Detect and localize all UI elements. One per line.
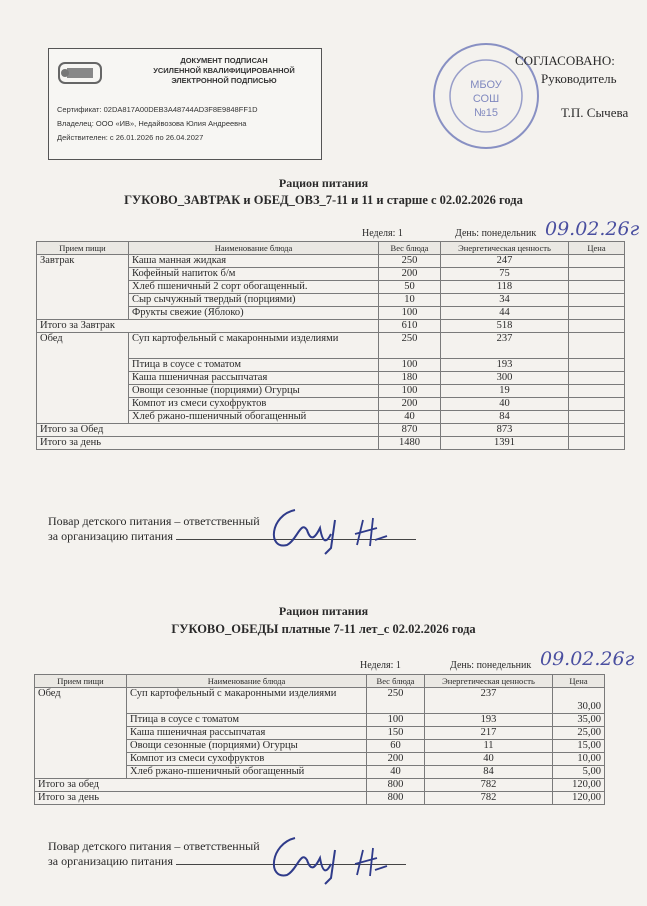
dish-weight: 180: [379, 372, 441, 385]
dish-weight: 250: [367, 688, 425, 714]
dish-price: [569, 333, 625, 359]
approval-label: СОГЛАСОВАНО:: [515, 53, 615, 68]
dish-name: Хлеб пшеничный 2 сорт обогащенный.: [129, 281, 379, 294]
total-weight: 800: [367, 792, 425, 805]
dish-weight: 250: [379, 333, 441, 359]
day-total-row: [37, 437, 625, 450]
cook-line2: за организацию питания: [48, 529, 173, 543]
total-price: [569, 320, 625, 333]
dish-energy: 40: [441, 398, 569, 411]
dish-energy: 300: [441, 372, 569, 385]
electronic-signature-box: [48, 48, 322, 160]
total-label: Итого за день: [35, 792, 367, 805]
dish-energy: 217: [425, 727, 553, 740]
menu1-handwritten-date: 09.02.26г: [545, 218, 640, 240]
dish-price: [569, 294, 625, 307]
table-row: [35, 688, 605, 714]
menu1-subtitle: ГУКОВО_ЗАВТРАК и ОБЕД_ОВЗ_7-11 и 11 и старше с 02.02.2026 года: [124, 193, 523, 207]
meal-label: Обед: [37, 333, 129, 424]
dish-weight: 200: [379, 268, 441, 281]
dish-weight: 60: [367, 740, 425, 753]
total-label: Итого за обед: [35, 779, 367, 792]
certificate-number: Сертификат: 02DA817A00DEB3A48744AD3F8E9848FF1D: [57, 105, 258, 114]
col-dish-header: Наименование блюда: [129, 242, 379, 255]
total-energy: 1391: [441, 437, 569, 450]
dish-name: Птица в соусе с томатом: [127, 714, 367, 727]
dish-name: Каша пшеничная рассыпчатая: [129, 372, 379, 385]
dish-name: Хлеб ржано-пшеничный обогащенный: [129, 411, 379, 424]
dish-name: Каша манная жидкая: [129, 255, 379, 268]
dish-weight: 150: [367, 727, 425, 740]
menu2-header-row: [35, 675, 605, 688]
col-energy-header: Энергетическая ценность: [441, 242, 569, 255]
signature-heading-line: ДОКУМЕНТ ПОДПИСАН: [180, 56, 268, 65]
dish-price: [569, 411, 625, 424]
breakfast-total-row: [37, 320, 625, 333]
total-price: [569, 437, 625, 450]
dish-name: Хлеб ржано-пшеничный обогащенный: [127, 766, 367, 779]
cook-line1: Повар детского питания – ответственный: [48, 839, 260, 853]
menu2-handwritten-date: 09.02.26г: [540, 648, 635, 670]
dish-energy: 118: [441, 281, 569, 294]
handwritten-signature: [265, 820, 405, 890]
dish-energy: 34: [441, 294, 569, 307]
dish-energy: 247: [441, 255, 569, 268]
dish-name: Фрукты свежие (Яблоко): [129, 307, 379, 320]
total-price: 120,00: [553, 792, 605, 805]
dish-price: [569, 268, 625, 281]
dish-price: [569, 385, 625, 398]
dish-energy: 237: [425, 688, 553, 714]
dish-name: Каша пшеничная рассыпчатая: [127, 727, 367, 740]
total-energy: 782: [425, 779, 553, 792]
col-price-header: Цена: [553, 675, 605, 688]
dish-weight: 100: [379, 359, 441, 372]
dish-name: Овощи сезонные (порциями) Огурцы: [129, 385, 379, 398]
dish-price: [569, 359, 625, 372]
menu2-table: [34, 674, 605, 805]
handwritten-signature: [265, 490, 405, 560]
dish-price: [569, 398, 625, 411]
dish-name: Овощи сезонные (порциями) Огурцы: [127, 740, 367, 753]
dish-name: Компот из смеси сухофруктов: [127, 753, 367, 766]
dish-price: 10,00: [553, 753, 605, 766]
dish-price: [569, 281, 625, 294]
dish-energy: 11: [425, 740, 553, 753]
dish-price: 30,00: [553, 688, 605, 714]
total-energy: 518: [441, 320, 569, 333]
total-weight: 610: [379, 320, 441, 333]
menu2-day: День: понедельник: [450, 660, 532, 671]
meal-label: Завтрак: [37, 255, 129, 320]
dish-price: [569, 255, 625, 268]
total-weight: 800: [367, 779, 425, 792]
approval-position: Руководитель: [541, 71, 617, 86]
dish-name: Сыр сычужный твердый (порциями): [129, 294, 379, 307]
total-label: Итого за день: [37, 437, 379, 450]
dish-weight: 100: [379, 385, 441, 398]
menu2-week: Неделя: 1: [360, 660, 401, 671]
dish-price: 35,00: [553, 714, 605, 727]
dish-weight: 200: [379, 398, 441, 411]
lunch-total-row: [37, 424, 625, 437]
dish-energy: 193: [425, 714, 553, 727]
total-weight: 870: [379, 424, 441, 437]
dish-price: 5,00: [553, 766, 605, 779]
dish-name: Кофейный напиток б/м: [129, 268, 379, 281]
dish-name: Суп картофельный с макаронными изделиями: [127, 688, 367, 714]
dish-weight: 40: [367, 766, 425, 779]
menu1-table: [36, 241, 625, 450]
signature-heading-line: ЭЛЕКТРОННОЙ ПОДПИСЬЮ: [171, 76, 277, 85]
stamp-line: МБОУ: [470, 79, 502, 91]
dish-weight: 200: [367, 753, 425, 766]
certificate-owner: Владелец: ООО «ИВ», Недайвозова Юлия Андреевна: [57, 119, 247, 128]
total-energy: 782: [425, 792, 553, 805]
table-row: [37, 333, 625, 359]
dish-weight: 250: [379, 255, 441, 268]
dish-price: [569, 307, 625, 320]
dish-energy: 75: [441, 268, 569, 281]
dish-weight: 100: [379, 307, 441, 320]
stamp-line: СОШ: [472, 93, 500, 105]
dish-name: Компот из смеси сухофруктов: [129, 398, 379, 411]
dish-name: Птица в соусе с томатом: [129, 359, 379, 372]
cook-line2: за организацию питания: [48, 854, 173, 868]
stamp-line: №15: [473, 107, 499, 119]
approval-name: Т.П. Сычева: [561, 105, 629, 120]
meal-label: Обед: [35, 688, 127, 779]
total-energy: 873: [441, 424, 569, 437]
col-price-header: Цена: [569, 242, 625, 255]
dish-weight: 50: [379, 281, 441, 294]
total-weight: 1480: [379, 437, 441, 450]
lunch-total-row: [35, 779, 605, 792]
col-energy-header: Энергетическая ценность: [425, 675, 553, 688]
menu1-title: Рацион питания: [278, 176, 369, 190]
dish-energy: 84: [441, 411, 569, 424]
dish-price: [569, 372, 625, 385]
dish-energy: 40: [425, 753, 553, 766]
dish-price: 25,00: [553, 727, 605, 740]
dish-energy: 193: [441, 359, 569, 372]
total-label: Итого за Обед: [37, 424, 379, 437]
dish-energy: 237: [441, 333, 569, 359]
signature-heading-line: УСИЛЕННОЙ КВАЛИФИЦИРОВАННОЙ: [153, 66, 295, 75]
dish-energy: 19: [441, 385, 569, 398]
menu2-title: Рацион питания: [278, 604, 369, 618]
menu2-subtitle: ГУКОВО_ОБЕДЫ платные 7-11 лет_с 02.02.2026 года: [171, 622, 476, 636]
total-label: Итого за Завтрак: [37, 320, 379, 333]
dish-energy: 84: [425, 766, 553, 779]
col-meal-header: Прием пищи: [37, 242, 129, 255]
menu1-day: День: понедельник: [455, 228, 537, 239]
day-total-row: [35, 792, 605, 805]
cook-line1: Повар детского питания – ответственный: [48, 514, 260, 528]
menu1-week: Неделя: 1: [362, 228, 403, 239]
signature-heading: [129, 56, 319, 86]
total-price: 120,00: [553, 779, 605, 792]
col-weight-header: Вес блюда: [367, 675, 425, 688]
table-row: [37, 255, 625, 268]
dish-name: Суп картофельный с макаронными изделиями: [129, 333, 379, 359]
col-weight-header: Вес блюда: [379, 242, 441, 255]
dish-price: 15,00: [553, 740, 605, 753]
total-price: [569, 424, 625, 437]
dish-weight: 40: [379, 411, 441, 424]
menu1-header-row: [37, 242, 625, 255]
col-dish-header: Наименование блюда: [127, 675, 367, 688]
col-meal-header: Прием пищи: [35, 675, 127, 688]
dish-energy: 44: [441, 307, 569, 320]
dish-weight: 100: [367, 714, 425, 727]
certificate-validity: Действителен: с 26.01.2026 по 26.04.2027: [57, 133, 204, 142]
signature-logo-icon: [57, 59, 103, 87]
dish-weight: 10: [379, 294, 441, 307]
